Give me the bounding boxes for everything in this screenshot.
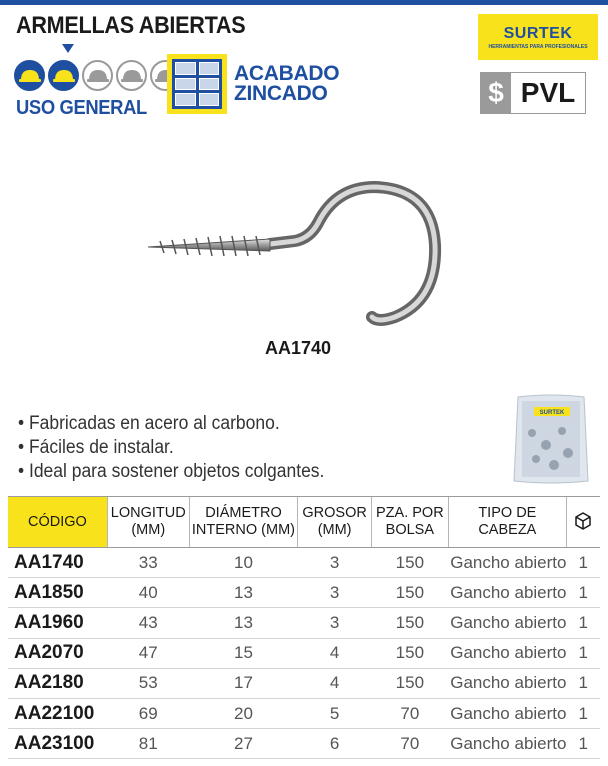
product-bag-image	[512, 393, 590, 485]
table-row	[8, 729, 600, 759]
cell-thickness: 5	[298, 698, 372, 728]
cell-diameter: 20	[189, 698, 298, 728]
cell-code: AA1740	[8, 548, 107, 578]
brand-tagline: HERRAMIENTAS PARA PROFESIONALES	[488, 43, 588, 50]
cell-box: 1	[566, 698, 600, 728]
col-header-head-type: TIPO DE CABEZA	[448, 497, 566, 548]
cell-box: 1	[566, 638, 600, 668]
col-header-thickness: GROSOR (MM)	[298, 497, 372, 548]
cell-head-type: Gancho abierto	[448, 578, 566, 608]
cell-head-type: Gancho abierto	[448, 548, 566, 578]
cell-diameter: 27	[189, 729, 298, 759]
cell-thickness: 6	[298, 729, 372, 759]
table-row	[8, 668, 600, 698]
cell-length: 81	[107, 729, 189, 759]
cell-head-type: Gancho abierto	[448, 668, 566, 698]
cell-length: 33	[107, 548, 189, 578]
open-hook-illustration	[140, 165, 460, 340]
price-code: PVL	[520, 77, 576, 108]
feature-list	[18, 412, 351, 484]
table-row	[8, 548, 600, 578]
cell-box: 1	[566, 548, 600, 578]
cell-length: 43	[107, 608, 189, 638]
cell-pieces: 150	[371, 548, 448, 578]
cell-code: AA2070	[8, 638, 107, 668]
cell-diameter: 10	[189, 548, 298, 578]
cell-thickness: 3	[298, 548, 372, 578]
helmet-gray-icon	[116, 60, 147, 91]
col-header-pieces: PZA. POR BOLSA	[371, 497, 448, 548]
cell-thickness: 4	[298, 668, 372, 698]
cell-head-type: Gancho abierto	[448, 608, 566, 638]
cell-box: 1	[566, 578, 600, 608]
table-header-row	[8, 497, 600, 548]
table-row	[8, 578, 600, 608]
cell-code: AA1960	[8, 608, 107, 638]
cell-head-type: Gancho abierto	[448, 698, 566, 728]
cell-box: 1	[566, 729, 600, 759]
cell-diameter: 13	[189, 578, 298, 608]
cell-box: 1	[566, 608, 600, 638]
usage-level-icons	[14, 60, 181, 91]
cell-pieces: 150	[371, 638, 448, 668]
table-row	[8, 638, 600, 668]
col-header-code: CÓDIGO	[8, 497, 107, 548]
cell-diameter: 15	[189, 638, 298, 668]
usage-label: USO GENERAL	[16, 97, 147, 119]
finish-label-line2: ZINCADO	[234, 82, 328, 105]
cell-head-type: Gancho abierto	[448, 638, 566, 668]
cell-box: 1	[566, 668, 600, 698]
cell-length: 40	[107, 578, 189, 608]
col-header-length: LONGITUD (MM)	[107, 497, 189, 548]
price-badge	[480, 72, 586, 114]
price-symbol: $	[481, 73, 511, 113]
cell-code: AA23100	[8, 729, 107, 759]
cell-length: 47	[107, 638, 189, 668]
cell-pieces: 150	[371, 668, 448, 698]
cell-code: AA1850	[8, 578, 107, 608]
helmet-yellow-selected-icon	[48, 60, 79, 91]
feature-item: • Fabricadas en acero al carbono.	[18, 412, 324, 436]
cube-icon	[573, 510, 593, 530]
finish-label-line1: ACABADO	[234, 62, 340, 85]
cell-head-type: Gancho abierto	[448, 729, 566, 759]
feature-item: • Ideal para sostener objetos colgantes.	[18, 460, 324, 484]
col-header-diameter: DIÁMETRO INTERNO (MM)	[189, 497, 298, 548]
finish-label	[234, 64, 339, 104]
cell-pieces: 150	[371, 578, 448, 608]
cell-length: 53	[107, 668, 189, 698]
brand-name: SURTEK	[503, 24, 573, 42]
top-rule	[0, 0, 608, 5]
cell-pieces: 150	[371, 608, 448, 638]
table-row	[8, 698, 600, 728]
cell-length: 69	[107, 698, 189, 728]
bag-brand-text: SURTEK	[539, 410, 565, 416]
cell-pieces: 70	[371, 698, 448, 728]
product-model-label: AA1740	[265, 338, 332, 358]
zinc-finish-icon	[167, 54, 227, 114]
cell-thickness: 4	[298, 638, 372, 668]
cell-pieces: 70	[371, 729, 448, 759]
cell-thickness: 3	[298, 578, 372, 608]
page-title: ARMELLAS ABIERTAS	[16, 12, 246, 39]
brand-logo	[478, 14, 598, 60]
col-header-box	[566, 497, 600, 548]
table-row	[8, 608, 600, 638]
cell-code: AA22100	[8, 698, 107, 728]
helmet-yellow-icon	[14, 60, 45, 91]
cell-diameter: 17	[189, 668, 298, 698]
cell-diameter: 13	[189, 608, 298, 638]
helmet-gray-icon	[82, 60, 113, 91]
spec-table	[8, 496, 600, 759]
feature-item: • Fáciles de instalar.	[18, 436, 324, 460]
usage-selected-arrow-icon	[62, 44, 74, 53]
cell-thickness: 3	[298, 608, 372, 638]
cell-code: AA2180	[8, 668, 107, 698]
